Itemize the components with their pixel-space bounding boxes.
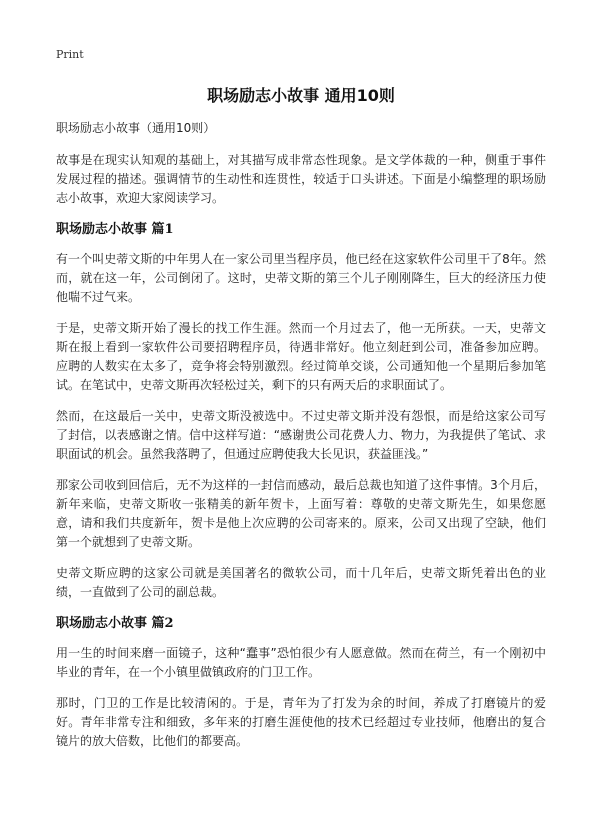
story-section-1 bbox=[56, 220, 546, 602]
story-paragraph: 那时，门卫的工作是比较清闲的。于是，青年为了打发为余的时间，养成了打磨镜片的爱好。青年非常专注和细致，多年来的打磨生涯使他的技术已经超过专业技师，他磨出的复合镜片的放大倍数，比他们的都要高。 bbox=[56, 696, 546, 748]
story-section-2 bbox=[56, 614, 546, 751]
story-paragraph: 用一生的时间来磨一面镜子，这种“蠢事”恐怕很少有人愿意做。然而在荷兰，有一个刚初中毕业的青年，在一个小镇里做镇政府的门卫工作。 bbox=[56, 646, 546, 679]
story-paragraph: 那家公司收到回信后，无不为这样的一封信而感动，最后总裁也知道了这件事情。3个月后，新年来临，史蒂文斯收一张精美的新年贺卡，上面写着：尊敬的史蒂文斯先生，如果您愿意，请和我们共度新年，贺卡是他上次应聘的公司寄来的。原来，公司又出现了空缺，他们第一个就想到了史蒂文斯。 bbox=[56, 478, 546, 549]
print-link[interactable]: Print bbox=[56, 48, 84, 61]
document-subtitle: 职场励志小故事（通用10则） bbox=[56, 121, 216, 135]
section-heading: 职场励志小故事 篇2 bbox=[56, 616, 174, 631]
intro-paragraph: 故事是在现实认知观的基础上，对其描写成非常态性现象。是文学体裁的一种，侧重于事件发展过程的描述。强调情节的生动性和连贯性，较适于口头讲述。下面是小编整理的职场励志小故事，欢迎大家阅读学习。 bbox=[56, 153, 546, 205]
story-paragraph: 史蒂文斯应聘的这家公司就是美国著名的微软公司，而十几年后，史蒂文斯凭着出色的业绩，一直做到了公司的副总裁。 bbox=[56, 566, 546, 599]
document-body bbox=[56, 119, 546, 763]
section-heading: 职场励志小故事 篇1 bbox=[56, 222, 174, 237]
story-paragraph: 然而，在这最后一关中，史蒂文斯没被选中。不过史蒂文斯并没有怨恨，而是给这家公司写了封信，以表感谢之情。信中这样写道：“感谢贵公司花费人力、物力，为我提供了笔试、求职面试的机会。虽然我落聘了，但通过应聘使我大长见识，获益匪浅。” bbox=[56, 409, 546, 461]
story-paragraph: 于是，史蒂文斯开始了漫长的找工作生涯。然而一个月过去了，他一无所获。一天，史蒂文斯在报上看到一家软件公司要招聘程序员，待遇非常好。他立刻赶到公司，准备参加应聘。应聘的人数实在太多了，竞争将会特别激烈。经过简单交谈，公司通知他一个星期后参加笔试。在笔试中，史蒂文斯再次轻松过关，剩下的只有两天后的求职面试了。 bbox=[56, 321, 546, 392]
story-paragraph: 有一个叫史蒂文斯的中年男人在一家公司里当程序员，他已经在这家软件公司里干了8年。然而，就在这一年，公司倒闭了。这时，史蒂文斯的第三个儿子刚刚降生，巨大的经济压力使他喘不过气来。 bbox=[56, 252, 546, 304]
document-title: 职场励志小故事 通用10则 bbox=[207, 86, 395, 105]
